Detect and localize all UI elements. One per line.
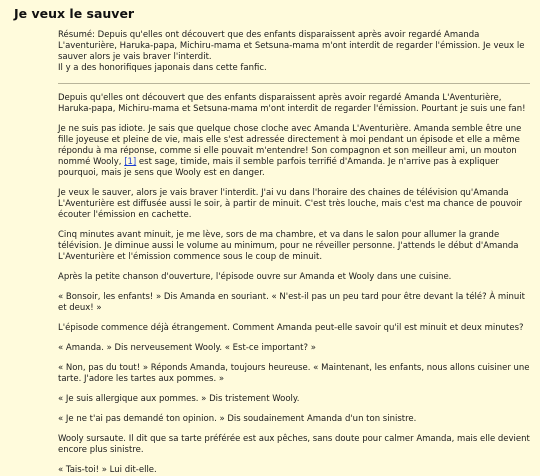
story-paragraph: « Je ne t'ai pas demandé ton opinion. » Dis soudainement Amanda d'un ton sinistre. (58, 414, 417, 424)
section-divider (58, 83, 530, 84)
story-paragraph: Je veux le sauver, alors je vais braver l'interdit. J'ai vu dans l'horaire des chaines de télévision qu'Amanda L'Aventurière est diffusée aussi le soir, à partir de minuit. C'est très louche, mais c'est ma chance de pouvoir écouter l'émission en cachette. (58, 188, 522, 220)
story-text-run: est sage, timide, mais il semble parfois terrifié d'Amanda. Je n'arrive pas à expliquer pourquoi, mais je sens que Wooly est en danger. (58, 157, 499, 178)
story-paragraph: Wooly sursaute. Il dit que sa tarte préférée est aux pêches, sans doute pour calmer Amanda, mais elle devient encore plus sinistre. (58, 434, 530, 455)
story-text-run: Je ne suis pas idiote. Je sais que quelque chose cloche avec Amanda L'Aventurière. Amanda semble être une fille joyeuse et pleine de vie, mais elle s'est adressée directement à moi pendant un épisode et elle a même répondu à ma réponse, comme si elle pouvait m'entendre! Son compagnon et son meilleur ami, un mouton nommé Wooly, (58, 124, 522, 167)
story-paragraph: L'épisode commence déjà étrangement. Comment Amanda peut-elle savoir qu'il est minuit et deux minutes? (58, 323, 524, 333)
story-paragraph: « Non, pas du tout! » Réponds Amanda, toujours heureuse. « Maintenant, les enfants, nous allons cuisiner une tarte. J'adore les tartes aux pommes. » (58, 363, 530, 384)
story-paragraph: « Je suis allergique aux pommes. » Dis tristement Wooly. (58, 394, 300, 404)
story-paragraph (58, 124, 530, 179)
story-paragraph: « Tais-toi! » Lui dit-elle. (58, 465, 157, 475)
story-paragraph: « Bonsoir, les enfants! » Dis Amanda en souriant. « N'est-il pas un peu tard pour être devant la télé? À minuit et deux! » (58, 292, 525, 313)
story-paragraph: Cinq minutes avant minuit, je me lève, sors de ma chambre, et va dans le salon pour allumer la grande télévision. Je diminue aussi le volume au minimum, pour ne réveiller personne. J'attends le début d'Amanda L'Aventurière et l'émission commence sous le coup de minuit. (58, 230, 519, 262)
story-paragraph: Après la petite chanson d'ouverture, l'épisode ouvre sur Amanda et Wooly dans une cuisine. (58, 272, 452, 282)
page-title: Je veux le sauver (14, 6, 135, 21)
summary-block (58, 30, 530, 74)
footnote-link[interactable]: [1] (124, 157, 137, 167)
story-text (58, 93, 530, 476)
summary-text: Résumé: Depuis qu'elles ont découvert que des enfants disparaissent après avoir regardé Amanda L'aventurière, Haruka-papa, Michiru-mama et Setsuna-mama m'ont interdit de regarder l'émission. Je veux le sauver alors je vais braver l'interdit. (58, 30, 525, 62)
story-paragraph: Depuis qu'elles ont découvert que des enfants disparaissent après avoir regardé Amanda L'Aventurière, Haruka-papa, Michiru-mama et Setsuna-mama m'ont interdit de regarder l'émission. Pourtant je suis une fan! (58, 93, 526, 114)
summary-note: Il y a des honorifiques japonais dans cette fanfic. (58, 63, 267, 73)
story-paragraph: « Amanda. » Dis nerveusement Wooly. « Est-ce important? » (58, 343, 316, 353)
